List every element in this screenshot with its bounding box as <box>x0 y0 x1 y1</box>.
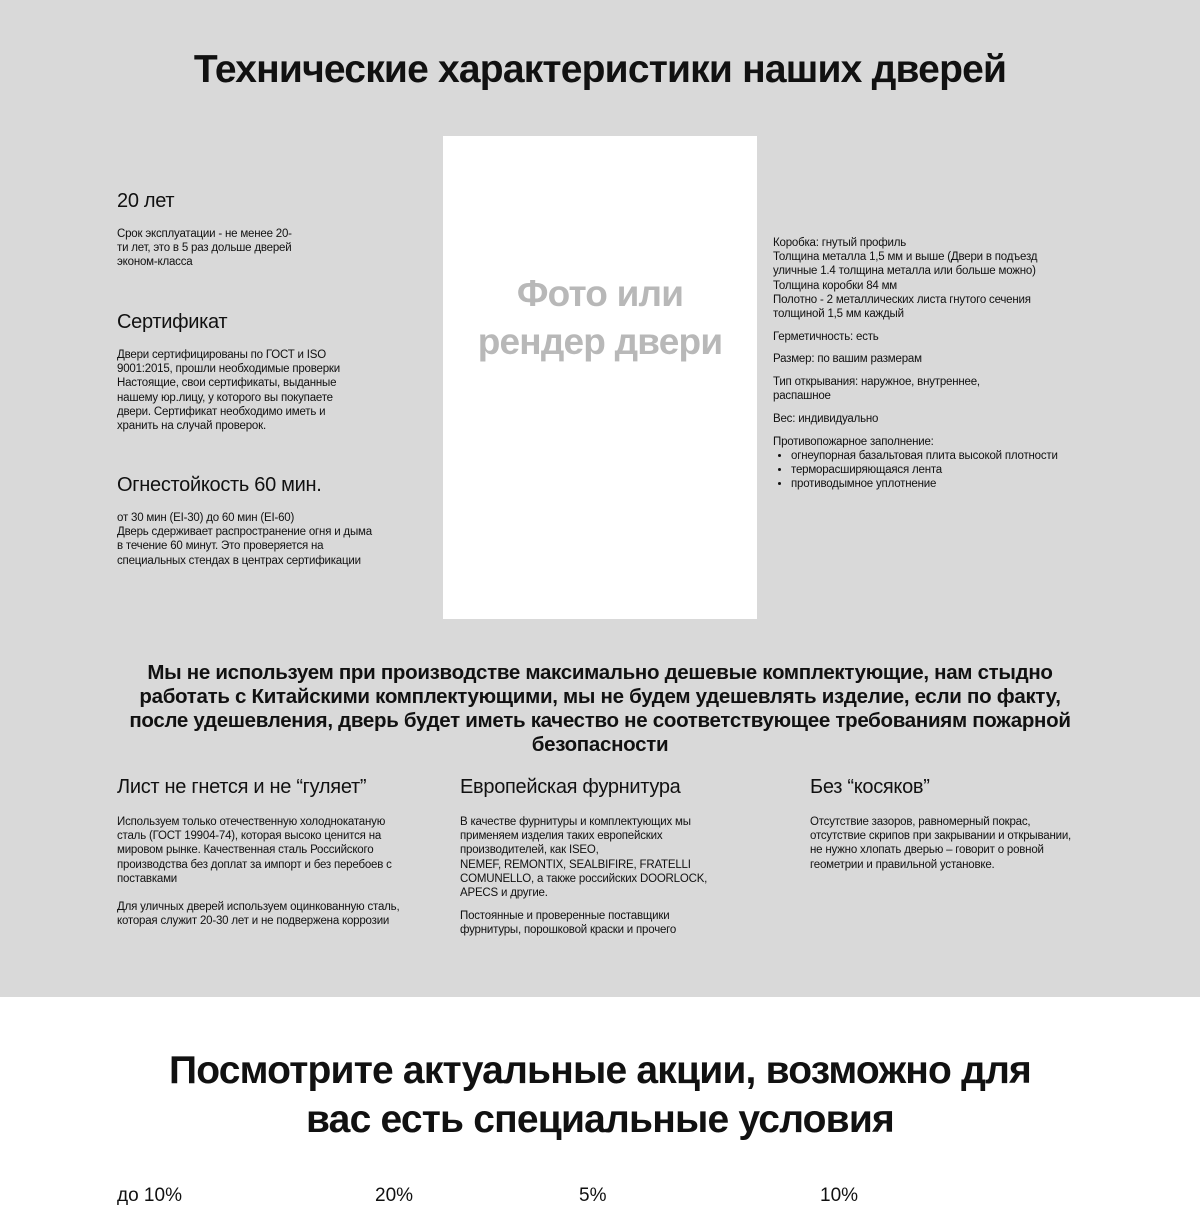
promo-title <box>0 1046 1200 1144</box>
spec-fill-item: • противодымное уплотнение <box>791 477 1073 491</box>
spec-opening: Тип открывания: наружное, внутреннее, распашное <box>773 376 980 403</box>
spec-list <box>773 236 1073 492</box>
feature-title: Огнестойкость 60 мин. <box>117 474 322 496</box>
column-title: Без “косяков” <box>810 776 930 798</box>
spec-leaf: Полотно - 2 металлических листа гнутого сечения толщиной 1,5 мм каждый <box>773 293 1031 321</box>
discount-value: 20% <box>375 1185 414 1206</box>
spec-fill-title: Противопожарное заполнение: <box>773 435 934 448</box>
quality-statement: Мы не используем при производстве максимально дешевые комплектующие, нам стыдно работать с Китайскими комплектующими, мы не будем удешевлять изделие, если по факту, после удешевления, дверь будет иметь качество не соответствующее требованиям пожарной безопасности <box>129 661 1071 756</box>
column-text <box>460 815 715 900</box>
feature-fire-resistance <box>117 474 387 568</box>
column-title: Лист не гнется и не “гуляет” <box>117 776 367 798</box>
column-text: Для уличных дверей используем оцинкованную сталь, которая служит 20-30 лет и не подвержена коррозии <box>117 901 400 928</box>
feature-text: Двери сертифицированы по ГОСТ и ISO 9001:2015, прошли необходимые проверки Настоящие, свои сертификаты, выданные нашему юр.лицу, у которого вы покупаете двери. Сертификат необходимо иметь и хранить на случай проверок. <box>117 349 340 433</box>
discount-value: до 10% <box>117 1185 182 1206</box>
column-hardware <box>460 776 715 947</box>
column-title: Европейская фурнитура <box>460 776 681 798</box>
section-title: Технические характеристики наших дверей <box>193 48 1007 91</box>
door-photo-placeholder <box>443 136 757 619</box>
column-text: Используем только отечественную холоднокатаную сталь (ГОСТ 19904-74), которая высоко ценится на мировом рынке. Качественная сталь Российского производства без доплат за импорт и без перебоев с поставками <box>117 816 392 885</box>
column-text-part: В качестве фурнитуры и комплектующих мы применяем изделия таких европейских производителей, как ISEO, <box>460 816 691 857</box>
column-text-part: NEMEF, REMONTIX, SEALBIFIRE, FRATELLI COMUNELLO, а также российских DOORLOCK, APECS и другие. <box>460 858 708 900</box>
column-text: Отсутствие зазоров, равномерный покрас, отсутствие скрипов при закрывании и открывании, не нужно хлопать дверью – говорит о ровной геометрии и правильной установке. <box>810 816 1072 871</box>
spec-box: Коробка: гнутый профиль <box>773 237 906 249</box>
column-steel <box>117 776 412 937</box>
feature-title: 20 лет <box>117 190 175 212</box>
feature-text-line2: Дверь сдерживает распространение огня и дыма в течение 60 минут. Это проверяется на специальных стендах в центрах сертификации <box>117 526 372 567</box>
feature-certificate <box>117 311 387 433</box>
feature-text-line1: от 30 мин (EI-30) до 60 мин (EI-60) <box>117 512 295 524</box>
spec-fill-list <box>773 449 1073 492</box>
spec-metal-thickness: Толщина металла 1,5 мм и выше (Двери в подъезд уличные 1.4 толщина металла или больше можно) <box>773 251 1038 278</box>
spec-box-thickness: Толщина коробки 84 мм <box>773 279 897 292</box>
discount-value: 10% <box>820 1185 859 1206</box>
spec-size: Размер: по вашим размерам <box>773 353 922 366</box>
column-text: Постоянные и проверенные поставщики фурнитуры, порошковой краски и прочего <box>460 910 677 937</box>
feature-lifetime <box>117 190 387 270</box>
spec-fill-item: • терморасширяющаяся лента <box>791 463 1073 477</box>
column-no-defects <box>810 776 1085 881</box>
feature-title: Сертификат <box>117 311 228 333</box>
feature-text: Срок эксплуатации - не менее 20-ти лет, это в 5 раз дольше дверей эконом-класса <box>117 228 292 269</box>
photo-placeholder-label: Фото или рендер двери <box>477 272 723 362</box>
discount-value: 5% <box>579 1185 607 1206</box>
spec-sealing: Герметичность: есть <box>773 330 879 343</box>
spec-fill-item: • огнеупорная базальтовая плита высокой плотности <box>791 449 1073 463</box>
promo-title-line: вас есть специальные условия <box>306 1098 894 1141</box>
spec-weight: Вес: индивидуально <box>773 413 879 426</box>
spec-fill <box>773 435 1073 492</box>
spec-construction <box>773 236 1073 321</box>
promo-title-line: Посмотрите актуальные акции, возможно для <box>168 1049 1031 1092</box>
